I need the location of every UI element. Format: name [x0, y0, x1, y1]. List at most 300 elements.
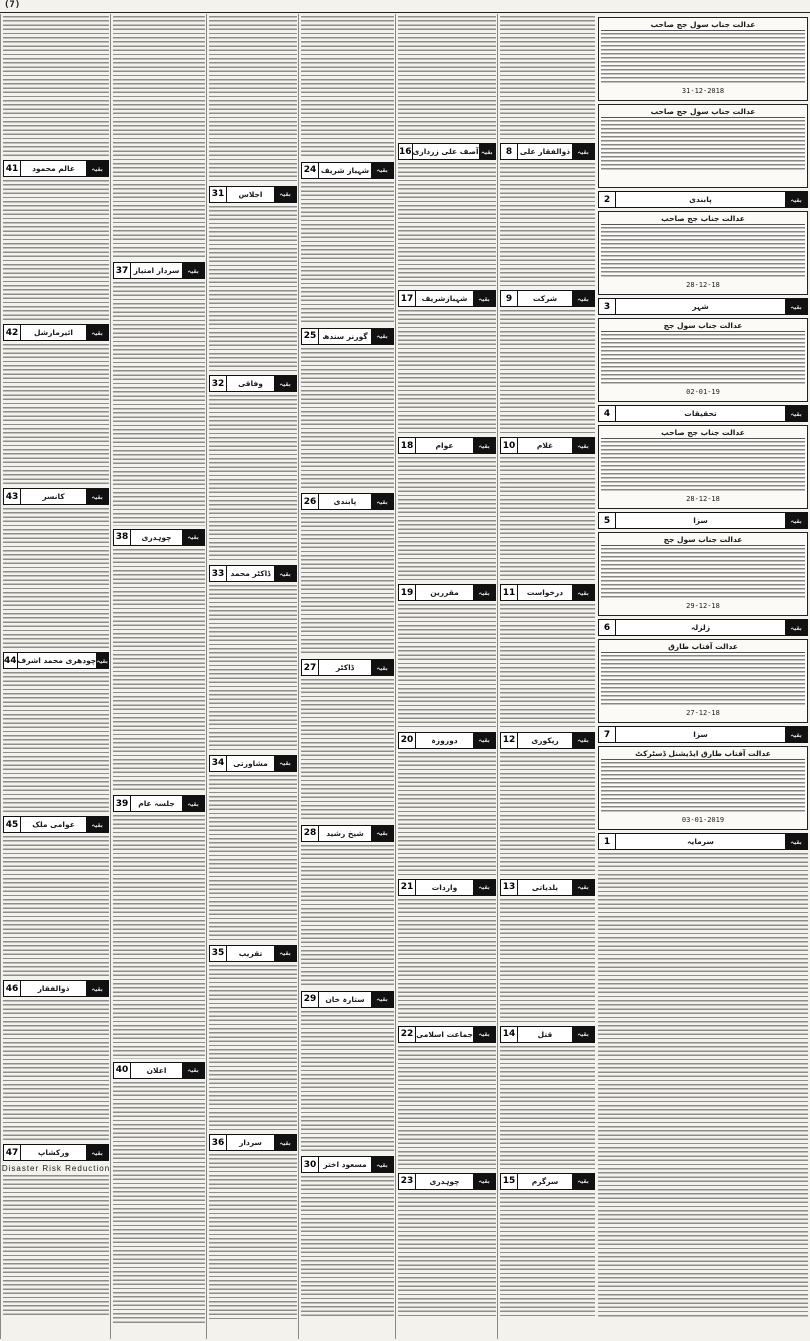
continuation-title: سزا	[693, 516, 708, 525]
continuation-title: ورکشاپ	[37, 1148, 70, 1157]
text-lines	[500, 1193, 595, 1317]
text-lines	[209, 1154, 297, 1321]
text-lines	[398, 1193, 496, 1317]
column-7	[596, 14, 810, 1339]
continuation-number: 19	[399, 585, 416, 600]
continuation-tag: بقیہ	[86, 325, 108, 340]
continuation-header	[209, 1134, 297, 1151]
text-lines	[113, 549, 205, 792]
continuation-title: سرمایہ	[687, 837, 714, 846]
article-text	[500, 604, 595, 728]
continuation-title: چودھری محمد اشرف	[17, 656, 97, 665]
article-text	[398, 457, 496, 581]
text-lines	[500, 163, 595, 287]
continuation-title: ذوالفقار	[37, 984, 70, 993]
continuation-tag: بقیہ	[274, 187, 296, 202]
continuation-title: بلدیاتی	[531, 882, 559, 892]
continuation-title: زلزلہ	[691, 623, 711, 632]
notice-body	[601, 548, 805, 600]
continuation-header	[301, 328, 394, 345]
continuation-number: 10	[501, 438, 518, 453]
continuation-title: چوہدری	[429, 1176, 460, 1186]
continuation-number: 8	[501, 144, 518, 159]
continuation-header	[3, 652, 109, 669]
continuation-tag: بقیہ	[572, 1027, 594, 1042]
notice-title: عدالت آفتاب طارق ایڈیشنل ڈسٹرکٹ	[601, 749, 805, 760]
continuation-header	[598, 191, 808, 208]
text-lines	[209, 965, 297, 1132]
continuation-tag: بقیہ	[785, 727, 807, 742]
continuation-tag: بقیہ	[572, 880, 594, 895]
continuation-header	[398, 732, 496, 749]
notice-date: 02-01-19	[686, 388, 720, 396]
continuation-header	[500, 290, 595, 307]
continuation-number: 15	[501, 1174, 518, 1189]
continuation-title: ذوالفقار علی	[519, 147, 571, 157]
article-text	[3, 344, 109, 485]
continuation-title: سزا	[693, 730, 708, 739]
article-text	[3, 16, 109, 157]
article-text	[209, 965, 297, 1132]
continuation-title: اجلاس	[238, 189, 263, 199]
continuation-title: درخواست	[526, 588, 564, 598]
article-text	[398, 16, 496, 140]
continuation-header	[398, 143, 496, 160]
text-lines	[500, 899, 595, 1023]
continuation-number: 39	[114, 796, 131, 811]
continuation-title: جماعت اسلامی	[416, 1029, 473, 1039]
continuation-tag: بقیہ	[86, 817, 108, 832]
continuation-title: تقریب	[238, 948, 263, 958]
article-text	[3, 836, 109, 977]
continuation-number: 2	[599, 192, 616, 207]
continuation-header	[598, 726, 808, 743]
continuation-number: 3	[599, 299, 616, 314]
continuation-title: چوہدری	[141, 532, 172, 542]
continuation-number: 46	[4, 981, 21, 996]
court-notice	[598, 425, 808, 509]
continuation-title: شیخ رشید	[326, 828, 364, 838]
text-lines	[3, 836, 109, 977]
continuation-header	[398, 1026, 496, 1043]
text-lines	[301, 845, 394, 988]
continuation-number: 4	[599, 406, 616, 421]
continuation-header	[3, 980, 109, 997]
text-lines	[398, 752, 496, 876]
continuation-title: شہر	[692, 302, 709, 311]
notice-title: عدالت جناب سول جج صاحب	[601, 20, 805, 31]
continuation-header	[500, 879, 595, 896]
court-notice	[598, 318, 808, 402]
continuation-number: 40	[114, 1063, 131, 1078]
continuation-title: عالم محمود	[32, 164, 75, 173]
text-lines	[209, 206, 297, 373]
continuation-tag: بقیہ	[785, 299, 807, 314]
text-lines	[398, 899, 496, 1023]
continuation-tag: بقیہ	[473, 1174, 495, 1189]
continuation-number: 34	[210, 756, 227, 771]
text-lines	[113, 815, 205, 1058]
continuation-tag: بقیہ	[274, 1135, 296, 1150]
text-lines	[500, 1046, 595, 1170]
continuation-tag: بقیہ	[274, 376, 296, 391]
continuation-header	[598, 619, 808, 636]
continuation-tag: بقیہ	[473, 1027, 495, 1042]
continuation-number: 27	[302, 660, 319, 675]
continuation-tag: بقیہ	[572, 1174, 594, 1189]
continuation-tag: بقیہ	[785, 406, 807, 421]
continuation-title: ڈاکٹر محمد	[230, 569, 271, 579]
text-lines	[113, 1082, 205, 1325]
continuation-tag: بقیہ	[473, 585, 495, 600]
article-text	[301, 348, 394, 491]
continuation-header	[500, 584, 595, 601]
continuation-number: 41	[4, 161, 21, 176]
continuation-tag: بقیہ	[473, 733, 495, 748]
continuation-number: 32	[210, 376, 227, 391]
continuation-number: 23	[399, 1174, 416, 1189]
continuation-number: 16	[399, 144, 413, 159]
text-lines	[113, 16, 205, 259]
continuation-title: دوروزہ	[431, 735, 458, 745]
notice-body	[601, 441, 805, 493]
continuation-header	[301, 162, 394, 179]
notice-date: 28-12-18	[686, 281, 720, 289]
article-text	[3, 1175, 109, 1316]
continuation-header	[398, 584, 496, 601]
notice-body	[601, 227, 805, 279]
continuation-number: 1	[599, 834, 616, 849]
continuation-number: 25	[302, 329, 319, 344]
article-text	[301, 1011, 394, 1154]
continuation-title: ڈاکٹر	[336, 663, 354, 672]
continuation-header	[500, 437, 595, 454]
continuation-tag: بقیہ	[371, 660, 393, 675]
continuation-header	[3, 160, 109, 177]
text-lines	[398, 457, 496, 581]
continuation-header	[301, 493, 394, 510]
text-lines	[500, 457, 595, 581]
continuation-header	[113, 529, 205, 546]
continuation-header	[598, 405, 808, 422]
continuation-number: 47	[4, 1145, 21, 1160]
continuation-title: پابندی	[333, 497, 357, 507]
continuation-number: 20	[399, 733, 416, 748]
continuation-header	[398, 879, 496, 896]
text-lines	[398, 1046, 496, 1170]
continuation-tag: بقیہ	[473, 880, 495, 895]
continuation-title: وفاقی	[238, 379, 263, 389]
article-text	[3, 672, 109, 813]
continuation-header	[598, 512, 808, 529]
continuation-tag: بقیہ	[371, 826, 393, 841]
court-notice	[598, 104, 808, 188]
notice-body	[601, 120, 805, 172]
article-text	[500, 899, 595, 1023]
continuation-title: کانسر	[42, 492, 65, 501]
page-number: (7)	[4, 0, 21, 10]
continuation-number: 5	[599, 513, 616, 528]
continuation-header	[301, 659, 394, 676]
column-2	[110, 14, 207, 1339]
continuation-tag: بقیہ	[274, 566, 296, 581]
text-lines	[301, 1011, 394, 1154]
continuation-tag: بقیہ	[572, 144, 594, 159]
text-lines	[3, 1000, 109, 1141]
notice-body	[601, 334, 805, 386]
continuation-title: پابندی	[689, 195, 712, 204]
article-text	[500, 752, 595, 876]
article-text	[209, 206, 297, 373]
continuation-header	[598, 298, 808, 315]
continuation-tag: بقیہ	[371, 1157, 393, 1172]
english-phrase: Disaster Risk Reduction	[1, 1164, 111, 1173]
article-text	[113, 549, 205, 792]
continuation-title: آصف علی زرداری	[412, 147, 479, 157]
continuation-number: 6	[599, 620, 616, 635]
continuation-tag: بقیہ	[572, 733, 594, 748]
text-lines	[598, 853, 808, 1319]
article-text	[500, 310, 595, 434]
continuation-number: 21	[399, 880, 416, 895]
continuation-tag: بقیہ	[182, 796, 204, 811]
article-text	[209, 585, 297, 752]
article-text	[3, 508, 109, 649]
column-6	[497, 14, 597, 1339]
article-text	[3, 180, 109, 321]
text-lines	[209, 16, 297, 183]
article-text	[301, 1176, 394, 1319]
text-lines	[500, 752, 595, 876]
notice-body	[601, 33, 805, 85]
continuation-number: 30	[302, 1157, 319, 1172]
article-text	[301, 845, 394, 988]
continuation-header	[209, 186, 297, 203]
article-text	[500, 163, 595, 287]
text-lines	[3, 180, 109, 321]
continuation-number: 35	[210, 946, 227, 961]
notice-date: 31-12-2018	[681, 87, 725, 95]
text-lines	[3, 16, 109, 157]
continuation-number: 38	[114, 530, 131, 545]
continuation-number: 33	[210, 566, 227, 581]
continuation-tag: بقیہ	[785, 620, 807, 635]
continuation-title: شرکت	[532, 294, 558, 304]
continuation-number: 14	[501, 1027, 518, 1042]
continuation-number: 9	[501, 291, 518, 306]
continuation-header	[3, 1144, 109, 1161]
notice-title: عدالت جناب سول جج صاحب	[601, 107, 805, 118]
notice-title: عدالت جناب سول جج	[601, 535, 805, 546]
continuation-title: مشاورتی	[233, 758, 268, 768]
notice-date: 29-12-18	[686, 602, 720, 610]
continuation-title: عوام	[435, 441, 454, 451]
article-text	[398, 752, 496, 876]
continuation-tag: بقیہ	[182, 1063, 204, 1078]
continuation-tag: بقیہ	[473, 438, 495, 453]
text-lines	[500, 16, 595, 140]
continuation-tag: بقیہ	[182, 530, 204, 545]
continuation-number: 37	[114, 263, 131, 278]
continuation-header	[398, 437, 496, 454]
article-text	[301, 679, 394, 822]
continuation-header	[209, 375, 297, 392]
continuation-title: تحقیقات	[684, 409, 717, 418]
continuation-title: عوامی ملک	[32, 820, 75, 829]
article-text	[398, 310, 496, 434]
continuation-tag: بقیہ	[86, 489, 108, 504]
continuation-number: 26	[302, 494, 319, 509]
text-lines	[301, 679, 394, 822]
continuation-header	[500, 732, 595, 749]
continuation-number: 42	[4, 325, 21, 340]
article-text	[500, 1193, 595, 1317]
text-lines	[398, 310, 496, 434]
notice-body	[601, 655, 805, 707]
text-lines	[3, 344, 109, 485]
column-1	[0, 14, 111, 1339]
notice-title: عدالت جناب جج صاحب	[601, 214, 805, 225]
column-5	[395, 14, 498, 1339]
continuation-title: غلام	[536, 441, 554, 451]
notice-date: 03-01-2019	[681, 816, 725, 824]
continuation-number: 7	[599, 727, 616, 742]
continuation-tag: بقیہ	[785, 834, 807, 849]
continuation-header	[3, 816, 109, 833]
text-lines	[209, 585, 297, 752]
continuation-title: گورنر سندھ	[322, 331, 368, 341]
article-text	[113, 16, 205, 259]
continuation-header	[301, 991, 394, 1008]
text-lines	[301, 16, 394, 159]
text-lines	[113, 282, 205, 525]
continuation-header	[3, 324, 109, 341]
article-text	[398, 899, 496, 1023]
article-text	[209, 1154, 297, 1321]
continuation-tag: بقیہ	[86, 161, 108, 176]
article-text	[500, 1046, 595, 1170]
text-lines	[209, 395, 297, 562]
continuation-header	[301, 825, 394, 842]
continuation-tag: بقیہ	[182, 263, 204, 278]
continuation-number: 11	[501, 585, 518, 600]
text-lines	[3, 508, 109, 649]
column-3	[206, 14, 299, 1339]
continuation-number: 29	[302, 992, 319, 1007]
continuation-header	[398, 290, 496, 307]
article-text	[209, 16, 297, 183]
text-lines	[301, 1176, 394, 1319]
text-lines	[209, 775, 297, 942]
continuation-tag: بقیہ	[274, 756, 296, 771]
article-text	[398, 1193, 496, 1317]
continuation-number: 43	[4, 489, 21, 504]
article-text	[301, 182, 394, 325]
article-text	[398, 163, 496, 287]
continuation-header	[398, 1173, 496, 1190]
continuation-title: ستارہ خان	[325, 994, 365, 1004]
continuation-tag: بقیہ	[572, 585, 594, 600]
continuation-header	[500, 1173, 595, 1190]
column-4	[298, 14, 396, 1339]
continuation-header	[209, 755, 297, 772]
article-text	[209, 395, 297, 562]
continuation-header	[209, 945, 297, 962]
continuation-tag: بقیہ	[371, 494, 393, 509]
article-text	[301, 16, 394, 159]
continuation-header	[301, 1156, 394, 1173]
text-lines	[398, 163, 496, 287]
continuation-number: 44	[4, 653, 18, 668]
continuation-header	[500, 1026, 595, 1043]
continuation-header	[113, 795, 205, 812]
page-header-bar	[0, 0, 810, 13]
continuation-header	[209, 565, 297, 582]
continuation-tag: بقیہ	[274, 946, 296, 961]
article-text	[301, 513, 394, 656]
continuation-tag: بقیہ	[371, 992, 393, 1007]
continuation-number: 31	[210, 187, 227, 202]
court-notice	[598, 211, 808, 295]
continuation-number: 13	[501, 880, 518, 895]
article-text	[113, 1082, 205, 1325]
continuation-title: واردات	[431, 882, 458, 892]
continuation-number: 45	[4, 817, 21, 832]
continuation-title: مسعود اختر	[323, 1160, 367, 1170]
continuation-title: شہبازشریف	[421, 294, 468, 304]
continuation-title: ریکوری	[531, 735, 559, 745]
article-text	[500, 16, 595, 140]
continuation-header	[3, 488, 109, 505]
continuation-title: سردار امتیاز	[133, 266, 180, 276]
court-notice	[598, 532, 808, 616]
article-text	[113, 282, 205, 525]
article-text	[398, 1046, 496, 1170]
continuation-title: مقررین	[430, 588, 459, 598]
court-notice	[598, 17, 808, 101]
continuation-title: ائیرمارشل	[34, 328, 73, 337]
continuation-tag: بقیہ	[479, 144, 495, 159]
text-lines	[398, 16, 496, 140]
continuation-header	[500, 143, 595, 160]
notice-date: 27-12-18	[686, 709, 720, 717]
article-text	[3, 1000, 109, 1141]
continuation-number: 18	[399, 438, 416, 453]
article-text	[113, 815, 205, 1058]
continuation-title: شہباز شریف	[320, 165, 370, 175]
continuation-number: 17	[399, 291, 416, 306]
continuation-title: سردار	[239, 1138, 262, 1148]
article-text	[598, 853, 808, 1319]
continuation-title: اعلان	[146, 1065, 167, 1075]
article-text	[209, 775, 297, 942]
continuation-number: 36	[210, 1135, 227, 1150]
notice-body	[601, 762, 805, 814]
continuation-number: 28	[302, 826, 319, 841]
continuation-tag: بقیہ	[473, 291, 495, 306]
continuation-number: 22	[399, 1027, 416, 1042]
continuation-tag: بقیہ	[371, 329, 393, 344]
continuation-tag: بقیہ	[572, 438, 594, 453]
continuation-number: 24	[302, 163, 319, 178]
continuation-header	[113, 1062, 205, 1079]
text-lines	[3, 1175, 109, 1316]
continuation-tag: بقیہ	[785, 192, 807, 207]
notice-title: عدالت جناب جج صاحب	[601, 428, 805, 439]
continuation-tag: بقیہ	[96, 653, 108, 668]
article-text	[500, 457, 595, 581]
continuation-title: سرگرم	[531, 1176, 559, 1186]
